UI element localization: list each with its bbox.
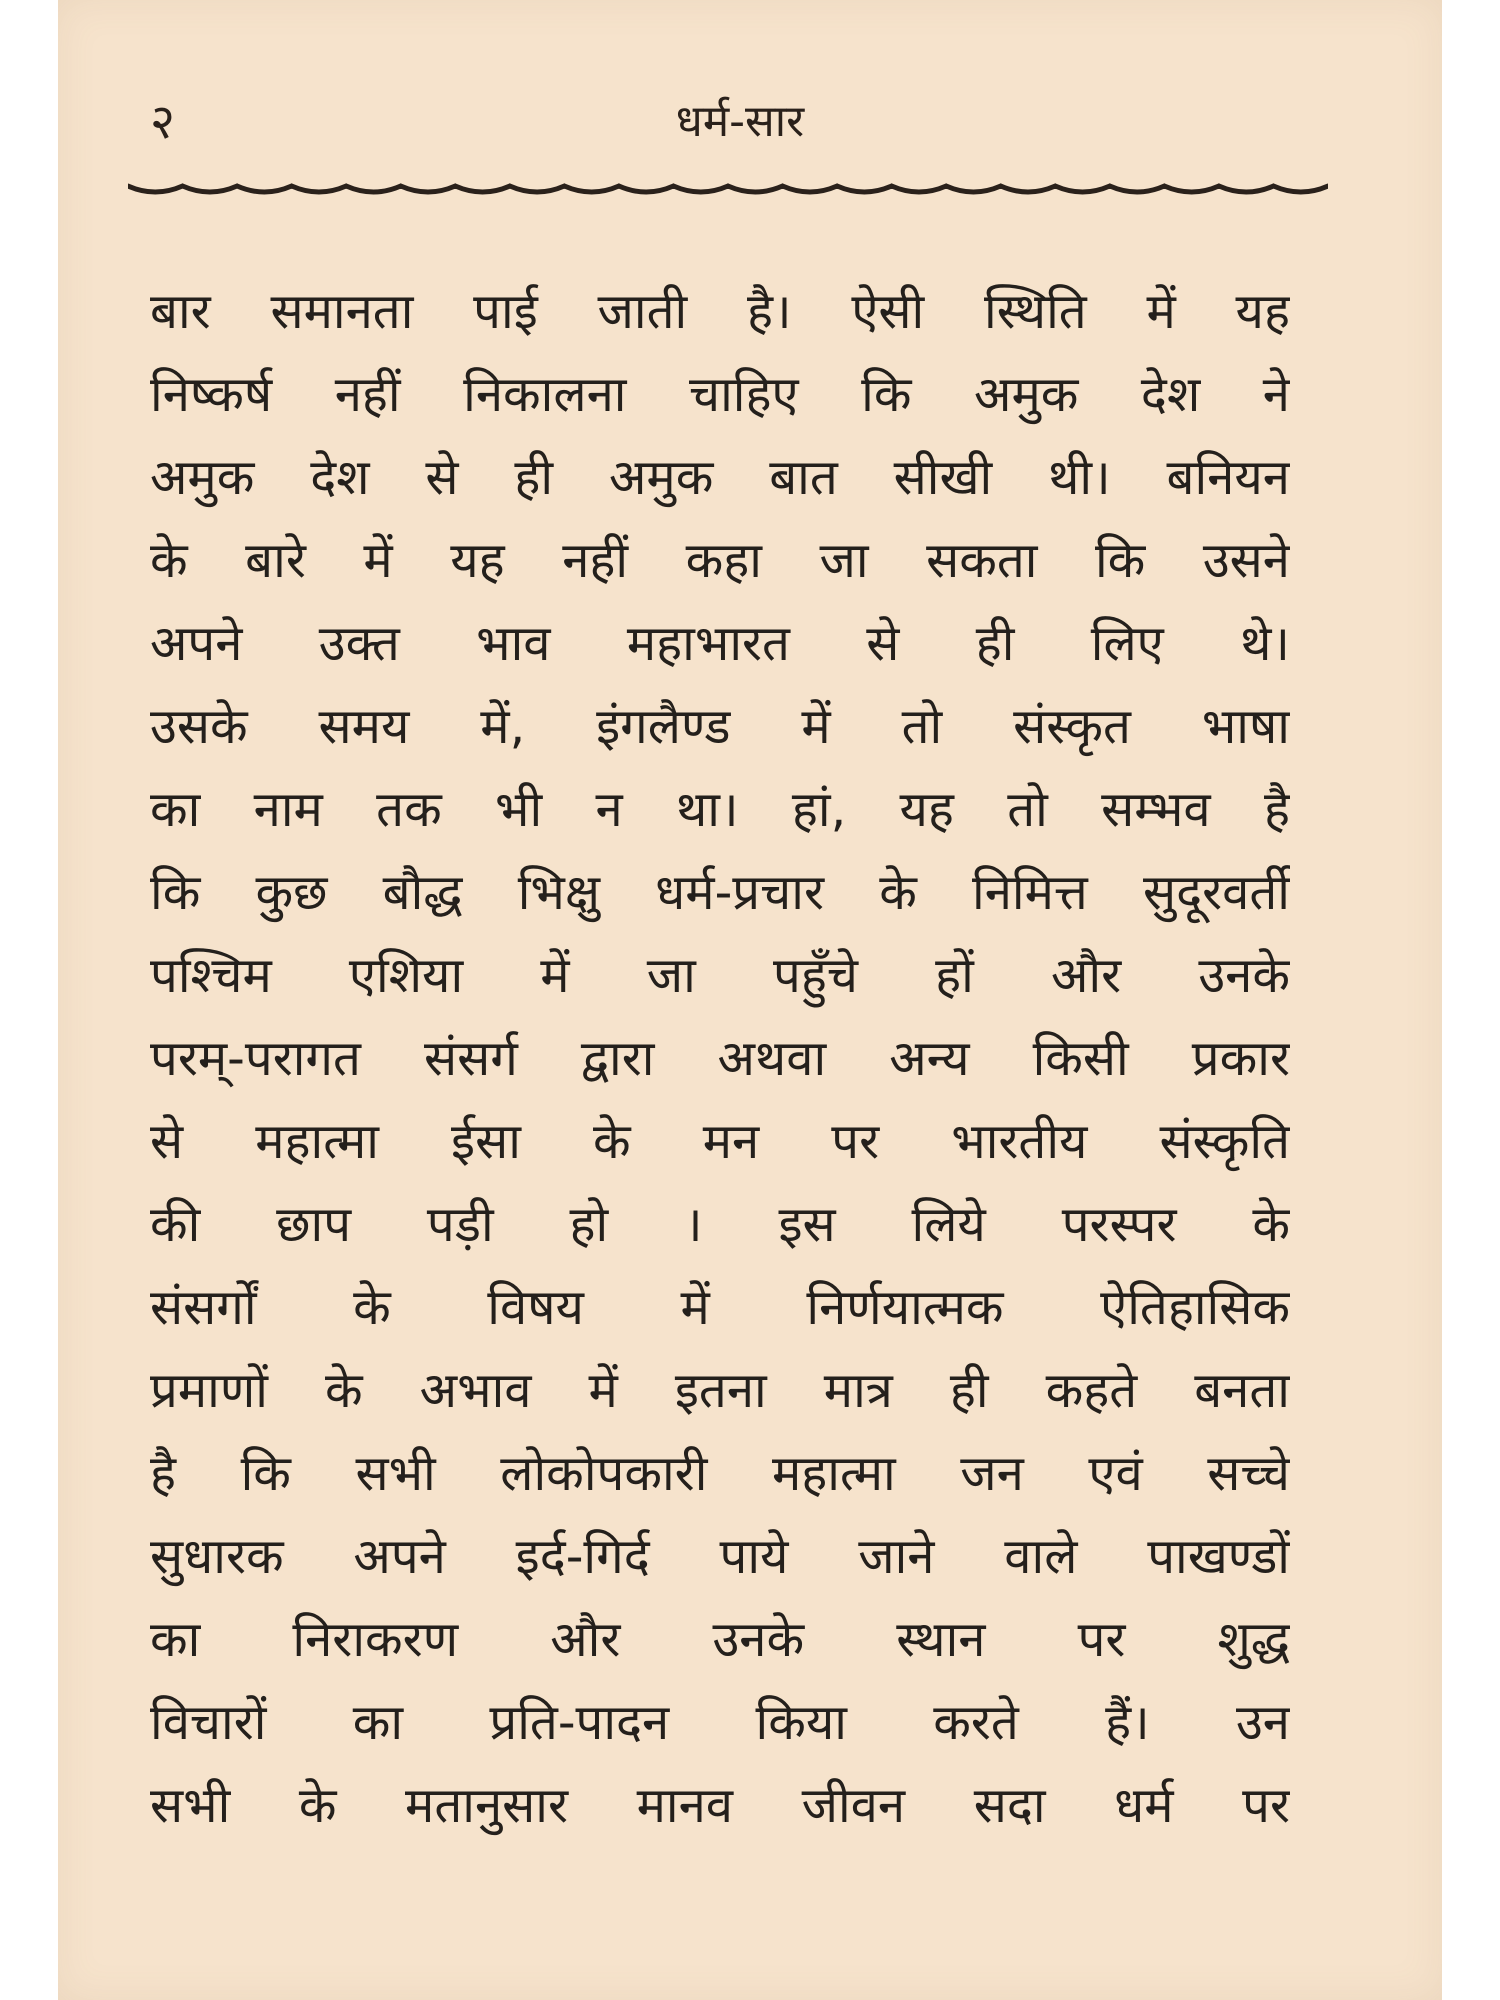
text-line: प्रमाणों के अभाव में इतना मात्र ही कहते बनता bbox=[150, 1362, 1290, 1419]
text-line: है कि सभी लोकोपकारी महात्मा जन एवं सच्चे bbox=[150, 1445, 1290, 1502]
body-text bbox=[150, 270, 1290, 1847]
text-line: विचारों का प्रति-पादन किया करते हैं। उन bbox=[150, 1694, 1290, 1751]
text-line: सुधारक अपने इर्द-गिर्द पाये जाने वाले पाखण्डों bbox=[150, 1528, 1290, 1585]
text-line: परम्-परागत संसर्ग द्वारा अथवा अन्य किसी प्रकार bbox=[150, 1030, 1290, 1087]
text-line: अमुक देश से ही अमुक बात सीखी थी। बनियन bbox=[150, 449, 1290, 506]
text-line: अपने उक्त भाव महाभारत से ही लिए थे। bbox=[150, 615, 1290, 672]
page-number: २ bbox=[150, 94, 175, 150]
text-line: सभी के मतानुसार मानव जीवन सदा धर्म पर bbox=[150, 1777, 1290, 1834]
text-line: कि कुछ बौद्ध भिक्षु धर्म-प्रचार के निमित्त सुदूरवर्ती bbox=[150, 864, 1290, 921]
text-line: बार समानता पाई जाती है। ऐसी स्थिति में यह bbox=[150, 283, 1290, 340]
text-line: उसके समय में, इंगलैण्ड में तो संस्कृत भाषा bbox=[150, 698, 1290, 755]
text-line: संसर्गों के विषय में निर्णयात्मक ऐतिहासिक bbox=[150, 1279, 1290, 1336]
page-header bbox=[150, 92, 1330, 162]
text-line: की छाप पड़ी हो । इस लिये परस्पर के bbox=[150, 1196, 1290, 1253]
wavy-rule-divider bbox=[128, 172, 1328, 212]
running-title: धर्म-सार bbox=[675, 96, 805, 147]
text-line: का निराकरण और उनके स्थान पर शुद्ध bbox=[150, 1611, 1290, 1668]
text-line: के बारे में यह नहीं कहा जा सकता कि उसने bbox=[150, 532, 1290, 589]
text-line: निष्कर्ष नहीं निकालना चाहिए कि अमुक देश ने bbox=[150, 366, 1290, 423]
text-line: से महात्मा ईसा के मन पर भारतीय संस्कृति bbox=[150, 1113, 1290, 1170]
text-line: का नाम तक भी न था। हां, यह तो सम्भव है bbox=[150, 781, 1290, 838]
text-line: पश्चिम एशिया में जा पहुँचे हों और उनके bbox=[150, 947, 1290, 1004]
